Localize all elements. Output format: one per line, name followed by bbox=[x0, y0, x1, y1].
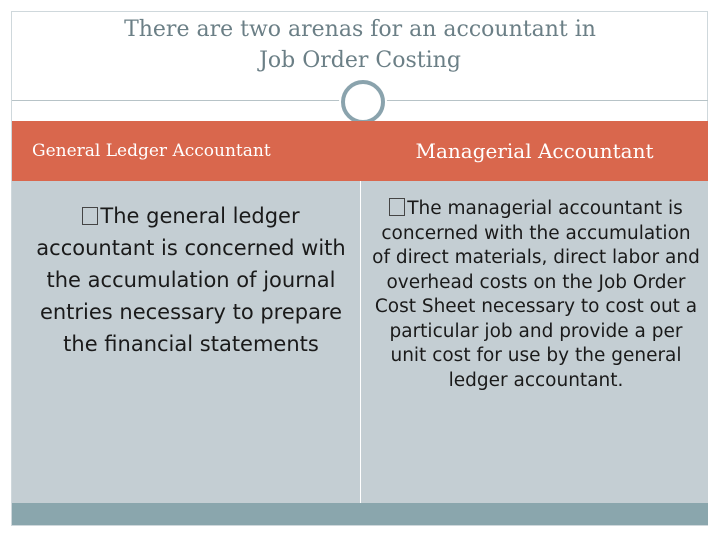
column-divider bbox=[360, 181, 361, 503]
managerial-description bbox=[372, 197, 700, 393]
general-ledger-text: The general ledger accountant is concerned with the accumulation of journal entries necessary to prepare the financial statements bbox=[36, 204, 346, 356]
slide-title-line-1: There are two arenas for an accountant in bbox=[124, 17, 596, 42]
slide-title bbox=[12, 12, 708, 76]
square-bullet-icon bbox=[389, 198, 405, 216]
header-managerial-accountant: Managerial Accountant bbox=[415, 139, 654, 163]
header-general-ledger-accountant: General Ledger Accountant bbox=[32, 141, 271, 161]
general-ledger-description bbox=[30, 200, 352, 360]
slide-title-line-2: Job Order Costing bbox=[259, 48, 461, 73]
square-bullet-icon bbox=[82, 207, 98, 225]
circle-badge-icon bbox=[341, 80, 385, 124]
managerial-text: The managerial accountant is concerned with the accumulation of direct materials, direct labor and overhead costs on the Job Order Cost Sheet necessary to cost out a particular job and provide a per unit cost for use by the general ledger accountant. bbox=[372, 198, 700, 391]
table-footer-row bbox=[12, 503, 708, 525]
